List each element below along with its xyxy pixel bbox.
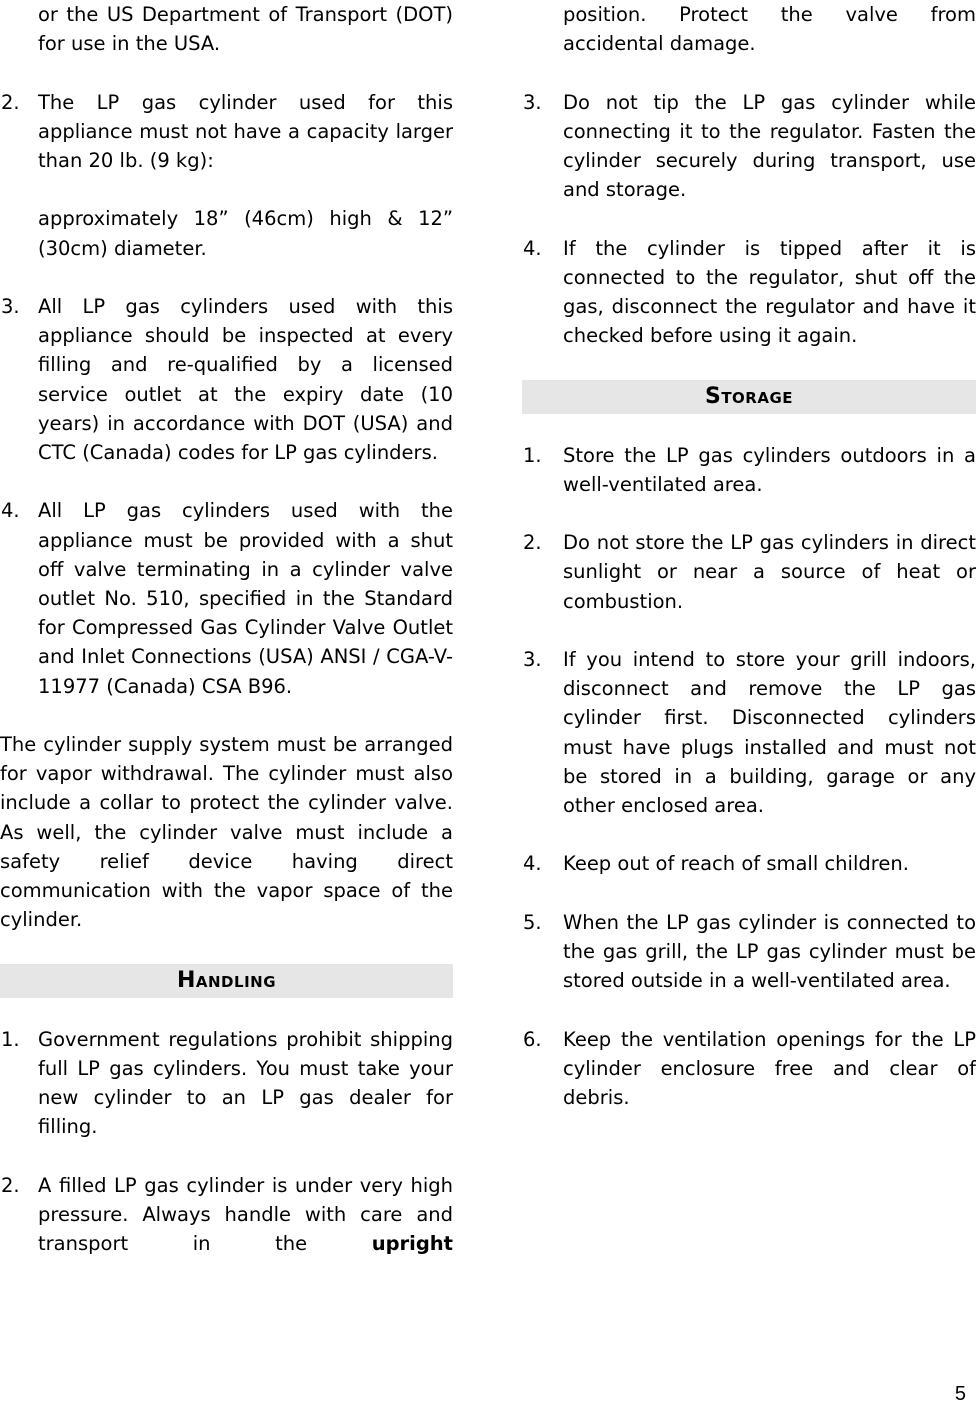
item-number: 5. — [523, 910, 542, 934]
list-item — [0, 292, 453, 467]
section-heading-handling: Handling — [0, 964, 453, 998]
item-text: Government regulations prohibit shipping full LP gas cylinders. You must take your new cylinder to an LP gas dealer for filling. — [38, 1027, 453, 1139]
right-column — [522, 0, 976, 1141]
list-item — [522, 441, 976, 499]
item-text: When the LP gas cylinder is connected to the gas grill, the LP gas cylinder must be stored outside in a well-ventilated area. — [563, 910, 976, 993]
item-text-bold: upright — [371, 1232, 454, 1256]
item-text: The LP gas cylinder used for this appliance must not have a capacity larger than 20 lb. (9 kg): — [38, 90, 453, 172]
item-text-main: A filled LP gas cylinder is under very high pressure. Always handle with care and transport in the — [38, 1173, 453, 1256]
item-text: Store the LP gas cylinders outdoors in a well-ventilated area. — [563, 443, 976, 496]
item-number: 6. — [523, 1027, 542, 1051]
page-number: 5 — [954, 1383, 966, 1405]
continued-text: position. Protect the valve from accidental damage. — [563, 3, 976, 56]
item-number: 3. — [523, 647, 542, 671]
item-text: Do not tip the LP gas cylinder while connecting it to the regulator. Fasten the cylinder securely during transport, use and storage. — [563, 90, 976, 202]
list-item — [0, 88, 453, 263]
item-text: Do not store the LP gas cylinders in direct sunlight or near a source of heat or combustion. — [563, 531, 976, 613]
item-number: 1. — [523, 443, 542, 467]
supply-paragraph: The cylinder supply system must be arranged for vapor withdrawal. The cylinder must also include a collar to protect the cylinder valve. As well, the cylinder valve must include a safety relief device having direct communication with the vapor space of the cylinder. — [0, 733, 453, 932]
item-number: 2. — [1, 90, 20, 114]
left-column — [0, 0, 453, 1287]
item-number: 3. — [1, 294, 20, 318]
item-number: 2. — [1, 1173, 20, 1197]
item-text: If you intend to store your grill indoors, disconnect and remove the LP gas cylinder first. Disconnected cylinders must have plugs installed and must not be stored in a building, garage or any other enclosed area. — [563, 647, 976, 817]
item-number: 2. — [523, 531, 542, 555]
continued-text: or the US Department of Transport (DOT) for use in the USA. — [38, 3, 453, 56]
list-item — [0, 1025, 453, 1142]
item-number: 1. — [1, 1027, 20, 1051]
item-text: All LP gas cylinders used with the appliance must be provided with a shut off valve terminating in a cylinder valve outlet No. 510, specified in the Standard for Compressed Gas Cylinder Valve Outlet and Inlet Connections (USA) ANSI / CGA-V-11977 (Canada) CSA B96. — [38, 499, 453, 698]
item-number: 4. — [523, 236, 542, 260]
item-text: If the cylinder is tipped after it is connected to the regulator, shut off the gas, disconnect the regulator and have it checked before using it again. — [563, 236, 976, 348]
item-number: 3. — [523, 90, 542, 114]
list-item — [522, 908, 976, 996]
list-item — [0, 1171, 453, 1259]
list-item — [522, 88, 976, 205]
item-number: 4. — [1, 499, 20, 523]
list-item — [522, 528, 976, 616]
item-text: Keep the ventilation openings for the LP cylinder enclosure free and clear of debris. — [563, 1027, 976, 1109]
item-number: 4. — [523, 852, 542, 876]
list-item — [522, 1025, 976, 1113]
item-text: approximately 18” (46cm) high & 12” (30cm) diameter. — [38, 207, 453, 260]
list-item — [0, 496, 453, 700]
list-item — [522, 645, 976, 820]
list-item — [522, 849, 976, 878]
item-text: Keep out of reach of small children. — [563, 852, 909, 876]
item-text: All LP gas cylinders used with this appliance should be inspected at every filling and re-qualified by a licensed service outlet at the expiry date (10 years) in accordance with DOT (USA) and CTC (Canada) codes for LP gas cylinders. — [38, 294, 453, 464]
list-item — [522, 234, 976, 351]
item-text — [38, 1171, 453, 1259]
section-heading-storage: Storage — [522, 380, 976, 414]
